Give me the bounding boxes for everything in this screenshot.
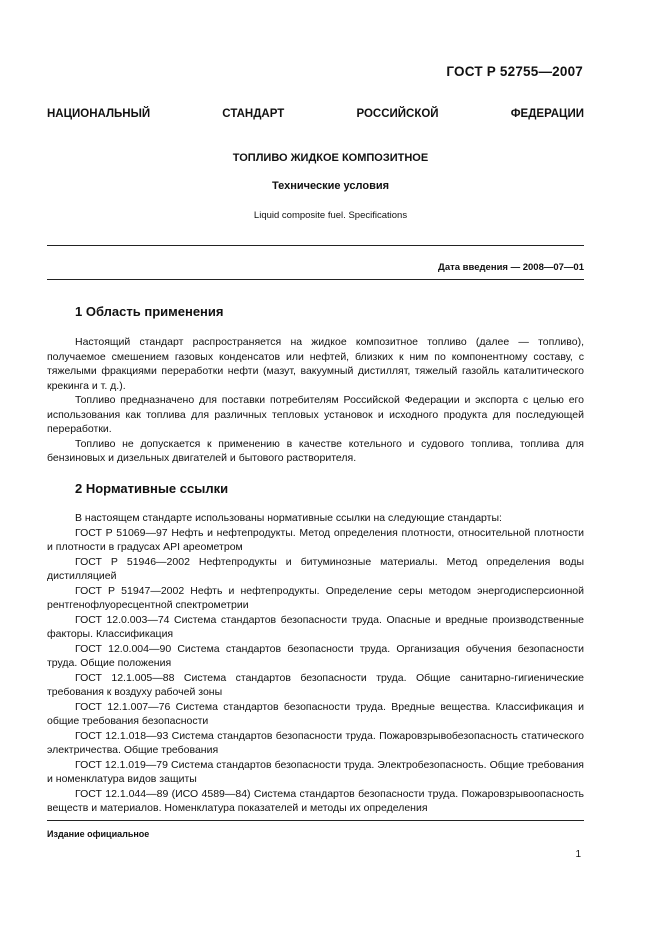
paragraph: В настоящем стандарте использованы нормативные ссылки на следующие стандарты: xyxy=(75,512,502,524)
introduction-date: Дата введения — 2008—07—01 xyxy=(438,262,584,273)
document-subtitle: Технические условия xyxy=(271,180,390,192)
reference-item: ГОСТ 12.1.018—93 Система стандартов безопасности труда. Пожаровзрывобезопасность статического электричества. Общие требования xyxy=(47,729,584,756)
national-standard-banner xyxy=(47,108,584,120)
banner-word-4: ФЕДЕРАЦИИ xyxy=(510,108,584,120)
reference-item: ГОСТ Р 51946—2002 Нефтепродукты и битуминозные материалы. Метод определения воды дистилляцией xyxy=(47,555,584,582)
reference-item: ГОСТ Р 51947—2002 Нефть и нефтепродукты. Определение серы методом энергодисперсионной рентгенофлуоресцентной спектрометрии xyxy=(47,584,584,611)
paragraph: Настоящий стандарт распространяется на жидкое композитное топливо (далее — топливо), получаемое смешением газовых конденсатов или нефтей, близких к ним по компонентному составу, с тяжелыми фракциями переработки нефти (мазут, вакуумный дистиллят, тяжелый газойль каталитического крекинга и т. д.). xyxy=(47,336,584,392)
top-divider xyxy=(47,245,584,246)
standard-number: ГОСТ Р 52755—2007 xyxy=(446,64,583,79)
section-1-heading: 1 Область применения xyxy=(75,304,224,319)
section-2-body xyxy=(47,511,584,816)
paragraph: Топливо не допускается к применению в качестве котельного и судового топлива, топлива для бензиновых и дизельных двигателей и бытового растворителя. xyxy=(47,437,584,464)
date-divider xyxy=(47,279,584,280)
paragraph: Топливо предназначено для поставки потребителям Российской Федерации и экспорта с целью его использования как топлива для различных тепловых установок и исходного продукта для последующей переработки. xyxy=(47,394,584,435)
edition-label: Издание официальное xyxy=(47,829,150,839)
footer-divider xyxy=(47,820,584,821)
section-1-body xyxy=(47,335,584,466)
banner-word-3: РОССИЙСКОЙ xyxy=(356,108,439,120)
page-number: 1 xyxy=(575,849,581,860)
document-title: ТОПЛИВО ЖИДКОЕ КОМПОЗИТНОЕ xyxy=(232,152,429,164)
reference-item: ГОСТ Р 51069—97 Нефть и нефтепродукты. Метод определения плотности, относительной плотности и плотности в градусах API ареометром xyxy=(47,526,584,553)
section-2-heading: 2 Нормативные ссылки xyxy=(75,481,229,496)
english-title: Liquid composite fuel. Specifications xyxy=(253,210,408,221)
reference-item: ГОСТ 12.1.007—76 Система стандартов безопасности труда. Вредные вещества. Классификация и общие требования безопасности xyxy=(47,700,584,727)
reference-item: ГОСТ 12.1.005—88 Система стандартов безопасности труда. Общие санитарно-гигиенические требования к воздуху рабочей зоны xyxy=(47,671,584,698)
reference-item: ГОСТ 12.1.019—79 Система стандартов безопасности труда. Электробезопасность. Общие требования и номенклатура видов защиты xyxy=(47,758,584,785)
banner-word-2: СТАНДАРТ xyxy=(222,108,285,120)
reference-item: ГОСТ 12.1.044—89 (ИСО 4589—84) Система стандартов безопасности труда. Пожаровзрывоопасность веществ и материалов. Номенклатура показателей и методы их определения xyxy=(47,787,584,814)
reference-item: ГОСТ 12.0.004—90 Система стандартов безопасности труда. Организация обучения безопасности труда. Общие положения xyxy=(47,642,584,669)
reference-item: ГОСТ 12.0.003—74 Система стандартов безопасности труда. Опасные и вредные производственные факторы. Классификация xyxy=(47,613,584,640)
banner-word-1: НАЦИОНАЛЬНЫЙ xyxy=(47,108,151,120)
